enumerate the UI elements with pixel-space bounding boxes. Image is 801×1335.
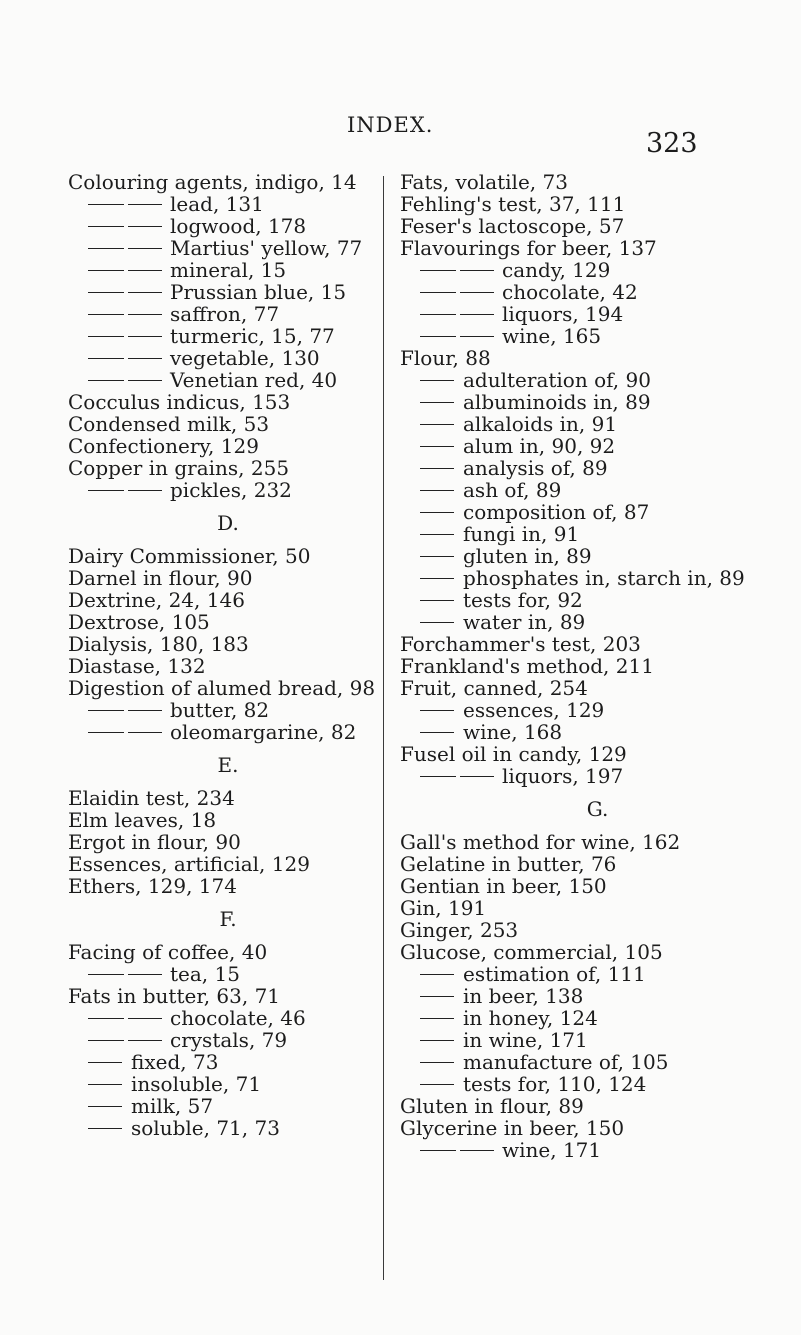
index-entry-text: Colouring agents, indigo, 14 [68,170,357,194]
ditto-dash-icon [420,1150,456,1151]
ditto-dash-icon [420,974,454,975]
ditto-dash-icon [128,204,162,205]
index-entry-text: Digestion of alumed bread, 98 [68,676,376,700]
index-entry-text: Copper in grains, 255 [68,456,290,480]
index-entry [400,633,795,655]
ditto-dash-icon [128,490,162,491]
ditto-dash-icon [420,1040,454,1041]
index-entry [68,809,388,831]
ditto-dash-icon [460,1150,494,1151]
index-entry [400,897,795,919]
ditto-dash-icon [88,336,124,337]
index-entry-text: chocolate, 46 [170,1006,306,1030]
ditto-dash-icon [88,490,124,491]
index-entry-text: Fehling's test, 37, 111 [400,192,626,216]
ditto-dash-icon [88,1062,122,1063]
index-subentry [400,567,795,589]
index-entry-text: mineral, 15 [170,258,287,282]
index-column-right [400,171,795,1161]
ditto-dash-icon [420,556,454,557]
ditto-dash-icon [128,270,162,271]
ditto-dash-icon [128,358,162,359]
index-entry-text: alkaloids in, 91 [463,412,618,436]
index-entry [68,391,388,413]
index-entry-text: Condensed milk, 53 [68,412,270,436]
ditto-dash-icon [128,974,162,975]
index-entry [400,1117,795,1139]
index-entry-text: composition of, 87 [463,500,650,524]
index-entry-text: Gall's method for wine, 162 [400,830,681,854]
index-entry-text: Feser's lactoscope, 57 [400,214,625,238]
ditto-dash-icon [420,380,454,381]
ditto-dash-icon [88,358,124,359]
index-entry-text: Flavourings for beer, 137 [400,236,657,260]
index-entry-text: albuminoids in, 89 [463,390,651,414]
index-subentry [68,1029,388,1051]
ditto-dash-icon [460,292,494,293]
ditto-dash-icon [420,446,454,447]
index-entry-text: gluten in, 89 [463,544,592,568]
index-subentry [68,369,388,391]
index-entry [400,831,795,853]
ditto-dash-icon [88,248,124,249]
ditto-dash-icon [128,336,162,337]
index-entry-text: pickles, 232 [170,478,292,502]
running-header-title: INDEX. [347,113,434,137]
ditto-dash-icon [420,1084,454,1085]
index-entry [68,875,388,897]
index-entry-text: wine, 165 [502,324,602,348]
ditto-dash-icon [88,270,124,271]
index-entry-text: candy, 129 [502,258,611,282]
index-entry-text: Dairy Commissioner, 50 [68,544,311,568]
index-subentry [400,501,795,523]
ditto-dash-icon [420,776,456,777]
index-entry [68,171,388,193]
ditto-dash-icon [128,710,162,711]
ditto-dash-icon [88,204,124,205]
ditto-dash-icon [128,248,162,249]
ditto-dash-icon [420,622,454,623]
index-entry-text: Darnel in flour, 90 [68,566,253,590]
index-entry-text: in beer, 138 [463,984,584,1008]
index-subentry [68,325,388,347]
ditto-dash-icon [88,1084,122,1085]
ditto-dash-icon [88,314,124,315]
index-entry-text: Fats in butter, 63, 71 [68,984,281,1008]
ditto-dash-icon [420,468,454,469]
index-entry-text: Glucose, commercial, 105 [400,940,663,964]
index-entry-text: Gin, 191 [400,896,487,920]
index-subentry [68,281,388,303]
index-subentry [68,259,388,281]
index-subentry [68,1051,388,1073]
index-entry-text: saffron, 77 [170,302,280,326]
ditto-dash-icon [88,226,124,227]
index-subentry [400,589,795,611]
index-entry [400,677,795,699]
index-entry-text: Glycerine in beer, 150 [400,1116,625,1140]
ditto-dash-icon [420,710,454,711]
index-entry-text: Martius' yellow, 77 [170,236,363,260]
index-entry-text: ash of, 89 [463,478,562,502]
ditto-dash-icon [420,402,454,403]
ditto-dash-icon [420,292,456,293]
index-entry-text: Confectionery, 129 [68,434,259,458]
index-entry-text: Frankland's method, 211 [400,654,654,678]
index-entry-text: Ginger, 253 [400,918,519,942]
index-entry-text: lead, 131 [170,192,264,216]
index-entry-text: analysis of, 89 [463,456,608,480]
index-entry-text: logwood, 178 [170,214,307,238]
index-entry-text: Cocculus indicus, 153 [68,390,291,414]
index-entry-text: wine, 168 [463,720,563,744]
ditto-dash-icon [128,314,162,315]
ditto-dash-icon [88,292,124,293]
index-subentry [68,237,388,259]
ditto-dash-icon [460,776,494,777]
index-entry-text: butter, 82 [170,698,270,722]
ditto-dash-icon [420,996,454,997]
ditto-dash-icon [88,974,124,975]
index-subentry [400,699,795,721]
index-entry-text: manufacture of, 105 [463,1050,669,1074]
index-subentry [400,1139,795,1161]
index-entry-text: D. [217,511,239,535]
index-subentry [400,545,795,567]
index-entry-text: Fats, volatile, 73 [400,170,568,194]
index-entry-text: Prussian blue, 15 [170,280,347,304]
ditto-dash-icon [420,270,456,271]
ditto-dash-icon [128,380,162,381]
index-entry-text: fungi in, 91 [463,522,580,546]
ditto-dash-icon [88,1018,124,1019]
ditto-dash-icon [128,292,162,293]
index-entry [400,215,795,237]
index-entry-text: oleomargarine, 82 [170,720,357,744]
index-entry-text: Flour, 88 [400,346,491,370]
index-subentry [400,1029,795,1051]
index-entry-text: tests for, 110, 124 [463,1072,647,1096]
index-entry [68,435,388,457]
index-entry-text: Dextrine, 24, 146 [68,588,245,612]
ditto-dash-icon [420,424,454,425]
index-entry [68,941,388,963]
index-entry [68,413,388,435]
index-subentry [400,259,795,281]
index-subentry [68,1007,388,1029]
ditto-dash-icon [420,534,454,535]
index-entry-text: Forchammer's test, 203 [400,632,641,656]
index-subentry [68,721,388,743]
index-entry-text: Diastase, 132 [68,654,206,678]
index-subentry [400,413,795,435]
index-entry-text: Fruit, canned, 254 [400,676,588,700]
page-number: 323 [646,128,698,159]
index-entry-text: vegetable, 130 [170,346,320,370]
index-entry-text: Dextrose, 105 [68,610,210,634]
ditto-dash-icon [128,226,162,227]
index-entry-text: adulteration of, 90 [463,368,651,392]
index-subentry [68,1117,388,1139]
index-subentry [68,347,388,369]
index-section-letter [400,798,795,820]
index-entry-text: phosphates in, starch in, 89 [463,566,745,590]
index-entry [68,655,388,677]
index-entry [400,941,795,963]
index-subentry [400,1073,795,1095]
index-entry-text: estimation of, 111 [463,962,646,986]
ditto-dash-icon [88,1106,122,1107]
column-divider [383,176,384,1280]
ditto-dash-icon [88,732,124,733]
index-entry-text: E. [217,753,239,777]
ditto-dash-icon [128,1018,162,1019]
index-entry [400,743,795,765]
ditto-dash-icon [88,1128,122,1129]
ditto-dash-icon [420,512,454,513]
index-entry [68,633,388,655]
index-section-letter [68,754,388,776]
ditto-dash-icon [88,1040,124,1041]
index-entry [400,171,795,193]
index-subentry [68,1073,388,1095]
index-subentry [68,193,388,215]
index-entry [68,545,388,567]
index-entry [68,853,388,875]
index-entry-text: Venetian red, 40 [170,368,338,392]
ditto-dash-icon [420,1062,454,1063]
index-entry-text: soluble, 71, 73 [131,1116,280,1140]
index-entry-text: Fusel oil in candy, 129 [400,742,627,766]
index-entry-text: G. [586,797,609,821]
ditto-dash-icon [420,732,454,733]
index-subentry [400,369,795,391]
index-entry-text: Ergot in flour, 90 [68,830,241,854]
index-entry-text: Gentian in beer, 150 [400,874,607,898]
index-subentry [68,699,388,721]
index-entry [68,589,388,611]
index-subentry [400,281,795,303]
index-subentry [68,1095,388,1117]
index-subentry [400,1051,795,1073]
index-subentry [68,215,388,237]
index-entry-text: Elm leaves, 18 [68,808,217,832]
index-entry-text: fixed, 73 [131,1050,219,1074]
index-entry-text: Dialysis, 180, 183 [68,632,249,656]
index-entry [68,457,388,479]
index-entry-text: liquors, 194 [502,302,624,326]
index-subentry [400,325,795,347]
ditto-dash-icon [128,732,162,733]
ditto-dash-icon [420,578,454,579]
ditto-dash-icon [420,600,454,601]
ditto-dash-icon [460,270,494,271]
index-entry-text: water in, 89 [463,610,586,634]
index-subentry [400,985,795,1007]
ditto-dash-icon [88,380,124,381]
index-section-letter [68,512,388,534]
index-entry [400,875,795,897]
index-subentry [400,479,795,501]
index-entry [400,347,795,369]
index-subentry [68,479,388,501]
index-subentry [400,721,795,743]
index-entry [400,655,795,677]
index-entry-text: tea, 15 [170,962,240,986]
index-entry [400,237,795,259]
index-entry-text: Ethers, 129, 174 [68,874,237,898]
index-entry-text: Gelatine in butter, 76 [400,852,617,876]
ditto-dash-icon [420,336,456,337]
index-entry-text: liquors, 197 [502,764,624,788]
index-subentry [400,963,795,985]
index-column-left [68,171,388,1139]
index-entry-text: alum in, 90, 92 [463,434,616,458]
index-subentry [400,457,795,479]
ditto-dash-icon [128,1040,162,1041]
index-entry-text: insoluble, 71 [131,1072,262,1096]
index-entry-text: Facing of coffee, 40 [68,940,268,964]
index-entry [68,677,388,699]
ditto-dash-icon [88,710,124,711]
index-entry [400,853,795,875]
index-entry [68,787,388,809]
index-entry-text: in wine, 171 [463,1028,588,1052]
ditto-dash-icon [420,314,456,315]
index-subentry [400,523,795,545]
index-section-letter [68,908,388,930]
index-subentry [400,765,795,787]
index-subentry [400,611,795,633]
index-entry [400,1095,795,1117]
index-entry-text: chocolate, 42 [502,280,638,304]
ditto-dash-icon [420,1018,454,1019]
index-subentry [400,1007,795,1029]
index-entry-text: milk, 57 [131,1094,214,1118]
index-entry-text: in honey, 124 [463,1006,598,1030]
ditto-dash-icon [460,314,494,315]
index-entry-text: essences, 129 [463,698,605,722]
index-entry-text: wine, 171 [502,1138,602,1162]
index-entry [68,611,388,633]
index-subentry [400,391,795,413]
ditto-dash-icon [460,336,494,337]
index-entry-text: F. [219,907,237,931]
index-entry [68,831,388,853]
index-entry-text: Elaidin test, 234 [68,786,235,810]
ditto-dash-icon [420,490,454,491]
index-entry [68,985,388,1007]
index-subentry [68,963,388,985]
index-entry-text: turmeric, 15, 77 [170,324,335,348]
index-subentry [400,435,795,457]
index-entry [68,567,388,589]
index-entry-text: Essences, artificial, 129 [68,852,310,876]
index-entry [400,919,795,941]
index-entry-text: tests for, 92 [463,588,583,612]
index-subentry [400,303,795,325]
index-entry-text: crystals, 79 [170,1028,288,1052]
index-entry [400,193,795,215]
index-subentry [68,303,388,325]
index-entry-text: Gluten in flour, 89 [400,1094,584,1118]
